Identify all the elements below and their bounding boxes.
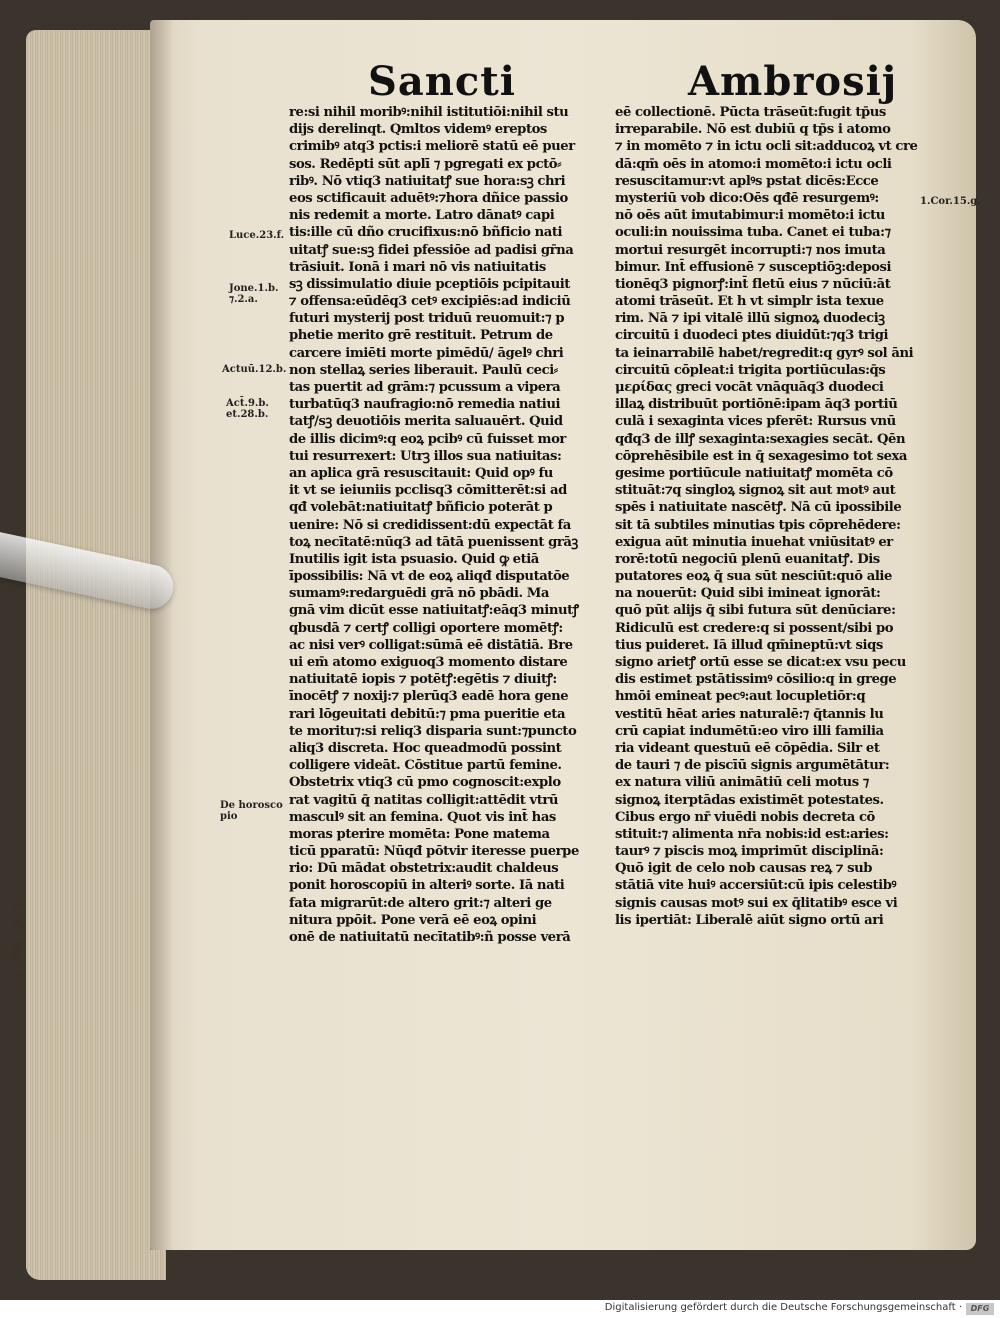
text-line: īnocētꝭ ⁊ noxij:⁊ plerūq3 eadē hora gene — [289, 689, 569, 705]
text-line: oculi:in nouissima tuba. Canet ei tuba:⁊ — [615, 225, 891, 241]
text-line: sos. Redēpti sūt aplī ⁊ pgregati ex pctō⸗ — [289, 156, 562, 172]
text-line: aliq3 discreta. Hoc queadmodū possint — [289, 740, 562, 756]
text-line: qbusdā ⁊ certꝭ colligi oportere momētꝭ: — [289, 620, 563, 636]
text-line: resuscitamur:vt aplꝰs pstat dicēs:Ecce — [615, 173, 879, 189]
text-line: eos sctificauit aduētꝰ:⁊hora dñice passio — [289, 190, 568, 206]
text-line: qđq3 de illꝭ sexaginta:sexagies secāt. Qēn — [615, 431, 906, 447]
text-line: mortui resurgēt incorrupti:⁊ nos imuta — [615, 242, 886, 258]
text-line: ta ieinarrabilē habet/regredit:q gyrꝰ sol āni — [615, 345, 914, 361]
text-line: stituāt:⁊q singloꝝ signoꝝ sit aut motꝰ aut — [615, 483, 896, 499]
text-line: Cibus ergo nr̄ viuēdi nobis decreta cō — [615, 809, 875, 825]
marginal-note-acts-12: Actuū.12.b. — [222, 364, 287, 375]
marginal-note-corinthians: 1.Cor.15.g. — [920, 196, 981, 207]
text-line: an aplica grā resuscitauit: Quid opꝰ fu — [289, 465, 553, 481]
text-line: gnā vim dicūt esse natiuitatꝭ:eāq3 minutꝭ — [289, 603, 579, 619]
text-line: circuitū i duodeci ptes diuidūt:⁊q3 trigi — [615, 328, 889, 344]
text-line: nitura ppōit. Pone verā eē eoꝝ opini — [289, 912, 537, 928]
text-line: ribꝰ. Nō vtiq3 natiuitatꝭ sue hora:sꝫ chri — [289, 173, 566, 189]
text-line: ticū pparatū: Nūqđ pōtvir iteresse puerpe — [289, 844, 579, 860]
text-line: carcere imiēti morte pimēdū/ āgelꝰ chri — [289, 345, 564, 361]
funding-credit: Digitalisierung gefördert durch die Deutsche Forschungsgemeinschaft · — [604, 1302, 962, 1313]
text-line: ⁊ in momēto ⁊ in ictu ocli sit:adducoꝝ vt cre — [615, 139, 918, 155]
text-line: mysteriū vob dico:Oēs qđē resurgemꝰ: — [615, 190, 879, 206]
text-line: μερίδας greci vocāt vnāquāq3 duodeci — [615, 380, 884, 395]
text-line: signoꝝ iterptādas existimēt potestates. — [615, 792, 884, 808]
text-line: re:si nihil moribꝰ:nihil istitutiōi:nihil stu — [289, 105, 569, 120]
text-line: putatores eoꝝ q̄ sua sūt nesciūt:quō alie — [615, 569, 892, 585]
text-line: crimibꝰ atq3 pctis:i meliorē statū eē puer — [289, 139, 575, 155]
text-line: cōprehēsibile est in q̄ sexagesimo tot sexa — [615, 448, 908, 464]
text-line: lis ipertiāt: Liberalē aiūt signo ortū ari — [615, 912, 884, 928]
text-line: rim. Nā ⁊ ipi vitalē illū signoꝝ duodeciꝫ — [615, 311, 885, 327]
text-line: bimur. Int̄ effusionē ⁊ susceptiōꝫ:deposi — [615, 259, 892, 275]
text-line: stātiā vite huiꝰ accersiūt:cū ipis celestibꝰ — [615, 878, 897, 894]
text-line: dis estimet pstātissimꝰ cōsilio:q in grege — [615, 672, 897, 688]
marginal-note-horoscope: De horosco pio — [220, 800, 283, 822]
text-line: rio: Dū mādat obstetrix:audit chaldeus — [289, 861, 559, 877]
text-line: fata migrarūt:de altero grit:⁊ alteri ge — [289, 895, 552, 911]
text-line: colligere videāt. Cōstitue partū femine. — [289, 758, 562, 774]
text-line: it vt se ieiuniis pcclisq3 cōmitterēt:si ad — [289, 483, 567, 499]
text-line: ui em̄ atomo exiguoq3 momento distare — [289, 655, 568, 670]
text-line: vestitū hēat aries naturalē:⁊ q̄tannis lu — [615, 706, 884, 722]
text-line: sumamꝰ:redarguēdi grā nō pbādi. Ma — [289, 586, 549, 602]
text-line: trāsiuit. Ionā i mari nō vis natiuitatis — [289, 259, 546, 275]
text-column-left — [289, 104, 607, 946]
marginal-note-luke: Luce.23.f. — [229, 230, 285, 241]
text-line: uitatꝭ sue:sꝫ fidei pfessiōe ad padisi gr̄na — [289, 242, 574, 258]
text-line: tatꝭ/sꝫ deuotiōis merita saluauērt. Quid — [289, 414, 563, 430]
text-line: na nouerūt: Quid sibi imineat ignorāt: — [615, 586, 881, 602]
text-line: signis causas motꝰ sui ex q̄litatibꝰ esce vi — [615, 895, 898, 911]
text-line: culā i sexaginta vices pferēt: Rursus vnū — [615, 414, 896, 430]
text-line: turbatūq3 naufragio:nō remedia natiui — [289, 397, 561, 413]
text-line: dā:qm̄ oēs in atomo:i momēto:i ictu ocli — [615, 156, 892, 172]
page-edge-inscription: A · C · Ma · 1 1 — [10, 900, 24, 991]
text-line: te moritu⁊:si reliq3 disparia sunt:⁊puncto — [289, 723, 577, 739]
text-line: tius puideret. Iā illud qm̄ineptū:vt siqs — [615, 637, 883, 653]
text-line: ⁊ offensa:eūdēq3 cetꝰ excipiēs:ad indiciū — [289, 294, 571, 310]
text-line: hmōi emineat pecꝰ:aut locupletiōr:q — [615, 689, 866, 705]
text-line: ac nisi verꝰ colligat:sūmā eē distātiā. Bre — [289, 637, 573, 653]
text-line: Inutilis igit ista psuasio. Quid ꝙ etiā — [289, 551, 539, 567]
text-line: Ridiculū est credere:q si possent/sibi po — [615, 620, 894, 636]
marginal-note-acts-9: Act̄.9.b. et.28.b. — [226, 398, 269, 420]
text-line: rorē:totū negociū plenū euanitatꝭ. Dis — [615, 551, 880, 567]
text-column-right — [615, 104, 937, 929]
running-head-right: Ambrosij — [688, 58, 898, 105]
text-line: circuitū cōpleat:i trigita portiūculas:q̄s — [615, 362, 886, 378]
gutter-shadow — [150, 20, 174, 1250]
text-line: onē de natiuitatū necītatibꝰ:ñ posse verā — [289, 930, 571, 945]
text-line: gesime portiūcule natiuitatꝭ momēta cō — [615, 465, 893, 481]
text-line: īpossibilis: Nā vt de eoꝝ aliqđ disputatōe — [289, 569, 570, 585]
text-line: taurꝰ ⁊ piscis moꝝ imprimūt disciplinā: — [615, 844, 884, 860]
text-line: tionēq3 pignorꝭ:int̄ fletū eius ⁊ nūciū:āt — [615, 276, 891, 292]
text-line: irreparabile. Nō est dubiū q tp̄s i atomo — [615, 122, 891, 138]
text-line: natiuitatē iopis ⁊ potētꝭ:egētis ⁊ diuitꝭ: — [289, 672, 557, 688]
text-line: moras pterire momēta: Pone matema — [289, 826, 550, 842]
text-line: de illis dicimꝰ:q eoꝝ pcibꝰ cū fuisset mor — [289, 431, 566, 447]
text-line: nis redemit a morte. Latro dānatꝰ capi — [289, 208, 555, 224]
text-line: signo arietꝭ ortū esse se dicat:ex vsu pecu — [615, 655, 906, 670]
text-line: nō oēs aūt imutabimur:i momēto:i ictu — [615, 208, 885, 224]
text-line: phetie merito grē restituit. Petrum de — [289, 328, 553, 344]
book-page-edges — [26, 30, 166, 1280]
text-line: rat vagitū q̄ natitas colligit:attēdit vtrū — [289, 792, 559, 808]
text-line: crū capiat indumētū:eo viro illi familia — [615, 723, 884, 739]
text-line: spēs i natiuitate nascētꝭ. Nā cū ipossibile — [615, 500, 902, 516]
text-line: non stellaꝝ series liberauit. Paulū ceci⸗ — [289, 362, 558, 378]
text-line: exigua aūt minutia inuehat vniūsitatꝰ er — [615, 534, 893, 550]
text-line: tui resurrexert: Utrꝫ illos sua natiuitas: — [289, 448, 562, 464]
text-line: tas puertit ad grām:⁊ pcussum a vipera — [289, 380, 561, 395]
text-line: ria videant questuū eē cōpēdia. Silr et — [615, 740, 880, 756]
text-line: toꝝ necītatē:nūq3 ad tātā puenissent grāꝫ — [289, 534, 578, 550]
text-line: rari lōgeuitati debitū:⁊ pma pueritie eta — [289, 706, 566, 722]
text-line: ex natura viliū animātiū celi motus ⁊ — [615, 775, 869, 791]
dfg-logo: DFG — [966, 1303, 994, 1315]
text-line: illaꝝ distribuūt portiōnē:ipam āq3 portiū — [615, 397, 898, 413]
footer-bar — [0, 1300, 1000, 1318]
text-line: qđ volebāt:natiuitatꝭ bñficio poterāt p — [289, 500, 553, 516]
text-line: de tauri ⁊ de piscīū signis argumētātur: — [615, 758, 890, 774]
text-line: Obstetrix vtiq3 cū pmo cognoscit:explo — [289, 775, 561, 791]
text-line: dijs derelinqt. Qmltos videmꝰ ereptos — [289, 122, 547, 138]
text-line: stituit:⁊ alimenta nr̄a nobis:id est:aries: — [615, 826, 889, 842]
text-line: atomi trāseūt. Et h vt simplr ista texue — [615, 294, 884, 310]
text-line: quō pūt alijs q̄ sibi futura sūt denūciare: — [615, 603, 896, 619]
text-line: Quō igit de celo nob causas reꝝ ⁊ sub — [615, 861, 873, 877]
text-line: sꝫ dissimulatio diuie pceptiōis pcipitauit — [289, 276, 570, 292]
marginal-note-jonah: Jone.1.b. ⁊.2.a. — [229, 283, 279, 305]
text-line: eē collectionē. Pūcta trāseūt:fugit tp̄us — [615, 105, 886, 120]
text-line: sit tā subtiles minutias tpis cōprehēdere: — [615, 517, 901, 533]
text-line: uenire: Nō si credidissent:dū expectāt fa — [289, 517, 571, 533]
running-head-left: Sancti — [368, 58, 516, 105]
text-line: tis:ille cū dño crucifixus:nō bñficio nati — [289, 225, 563, 241]
text-line: futuri mysterij post triduū reuomuit:⁊ p — [289, 311, 565, 327]
text-line: ponit horoscopiū in alteriꝰ sorte. Iā nati — [289, 878, 565, 894]
text-line: masculꝰ sit an femina. Quot vis int̄ has — [289, 809, 556, 825]
